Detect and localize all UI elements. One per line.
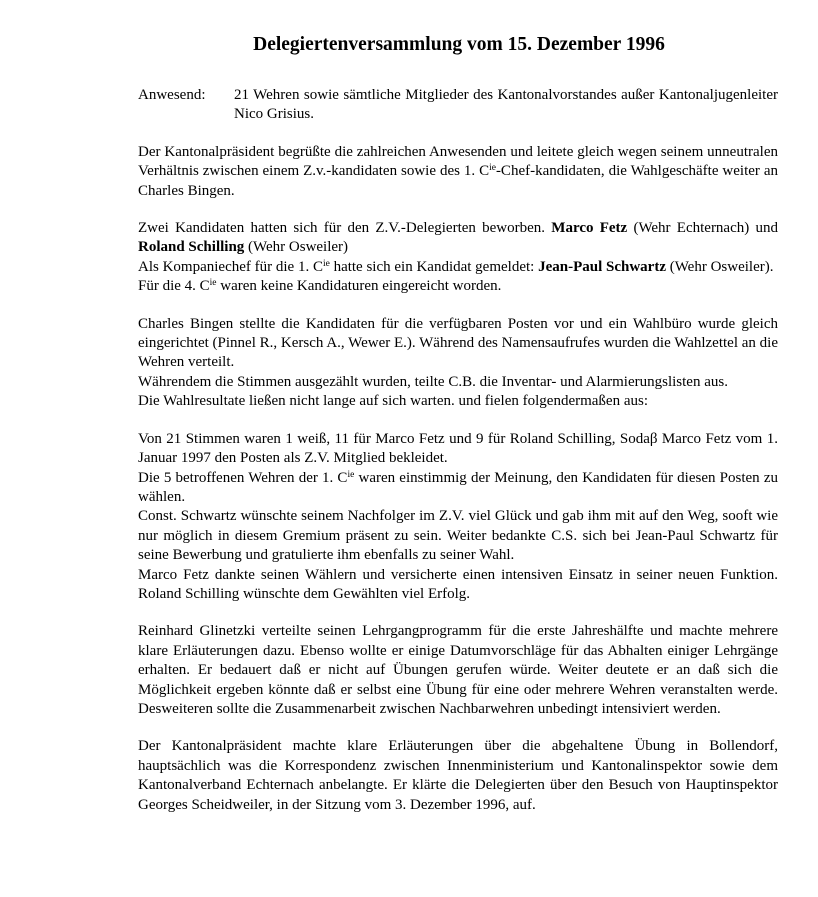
attendance-paragraph	[138, 86, 778, 125]
paragraph-fourth-company-text-a: Für die 4. C	[138, 278, 210, 295]
paragraph-counting: Währendem die Stimmen ausgezählt wurden, teilte C.B. die Inventar- und Alarmierungslisten aus.	[138, 373, 728, 390]
paragraph-company-chief-text-c: (Wehr Osweiler).	[665, 258, 774, 275]
paragraph-results-intro: Die Wahlresultate ließen nicht lange auf sich warten. und fielen folgendermaßen aus:	[138, 393, 648, 410]
paragraph-candidates-text-c: (Wehr Osweiler)	[244, 239, 349, 256]
paragraph-congratulations: Const. Schwartz wünschte seinem Nachfolger im Z.V. viel Glück und gab ihm mit auf den Weg, sooft wie nur möglich in diesem Gremium präsent zu sein. Weiter bedankte C.S. sich bei Jean-Paul Schwartz für seine Bewerbung und gratulierte ihm ebenfalls zu seiner Wahl.	[138, 508, 778, 564]
paragraph-fourth-company-text-b: waren keine Kandidaturen eingereicht worden.	[216, 278, 502, 295]
paragraph-bollendorf-exercise: Der Kantonalpräsident machte klare Erläuterungen über die abgehaltene Übung in Bollendorf, hauptsächlich was die Korrespondenz zwischen Innenministerium und Kantonalinspektor sowie dem Kantonalverband Echternach anbelangte. Er klärte die Delegierten über den Besuch von Hauptinspektor Georges Scheidweiler, in der Sitzung vom 3. Dezember 1996, auf.	[138, 738, 778, 813]
superscript-ie: ie	[489, 163, 496, 174]
paragraph-candidates-text-a: Zwei Kandidaten hatten sich für den Z.V.-Delegierten beworben.	[138, 220, 552, 237]
paragraph-election-office: Charles Bingen stellte die Kandidaten für die verfügbaren Posten vor und ein Wahlbüro wurde gleich eingerichtet (Pinnel R., Kersch A., Wewer E.). Während des Namensaufrufes wurden die Wahlzettel an die Wehren verteilt.	[138, 315, 778, 371]
paragraph-candidates-text-b: (Wehr Echternach) und	[627, 220, 778, 237]
attendance-label: Anwesend:	[138, 87, 206, 103]
paragraph-company-chief-text-a: Als Kompaniechef für die 1. C	[138, 258, 323, 275]
superscript-ie: ie	[347, 469, 355, 480]
superscript-ie: ie	[322, 258, 330, 269]
superscript-ie: ie	[209, 278, 217, 289]
paragraph-company-chief-text-b: hatte sich ein Kandidat gemeldet:	[329, 258, 539, 275]
paragraph-greeting	[138, 143, 778, 201]
paragraph-fourth-company	[138, 277, 778, 296]
paragraph-candidates	[138, 219, 778, 258]
paragraph-training-program: Reinhard Glinetzki verteilte seinen Lehrgangprogramm für die erste Jahreshälfte und machte mehrere klare Erläuterungen dazu. Ebenso wollte er einige Datumvorschläge für das Abhalten einiger Lehrgänge erhalten. Er bedauert daß er nicht auf Übungen gerufen würde. Weiter deutete er an daß sich die Möglichkeit ergeben könnte daß er selbst eine Übung für eine oder mehrere Wehren veranstalten werde. Desweiteren sollte die Zusammenarbeit zwischen Nachbarwehren unbedingt intensiviert werden.	[138, 623, 778, 717]
paragraph-unanimous-text-a: Die 5 betroffenen Wehren der 1. C	[138, 469, 348, 486]
document-title: Delegiertenversammlung vom 15. Dezember 1996	[253, 34, 665, 55]
paragraph-vote-results: Von 21 Stimmen waren 1 weiß, 11 für Marco Fetz und 9 für Roland Schilling, Sodaβ Marco Fetz vom 1. Januar 1997 den Posten als Z.V. Mitglied bekleidet.	[138, 430, 778, 467]
paragraph-greeting-text-a: Der Kantonalpräsident begrüßte die zahlreichen Anwesenden und leitete gleich wegen seinem unneutralen Verhältnis zwischen einem Z.v.-kandidaten sowie des 1. C	[138, 143, 778, 180]
paragraph-company-chief	[138, 258, 778, 277]
paragraph-unanimous-text-b: waren einstimmig der Meinung, den Kandidaten für diesen Posten zu wählen.	[138, 469, 779, 505]
candidate-name-jean-paul-schwartz: Jean-Paul Schwartz	[538, 258, 666, 275]
paragraph-thanks: Marco Fetz dankte seinen Wählern und versicherte einen intensiven Einsatz in seiner neuen Funktion. Roland Schilling wünschte dem Gewählten viel Erfolg.	[138, 566, 778, 602]
candidate-name-marco-fetz: Marco Fetz	[551, 220, 628, 237]
paragraph-unanimous	[138, 469, 778, 508]
attendance-text: 21 Wehren sowie sämtliche Mitglieder des Kantonalvorstandes außer Kantonaljugenleiter Nico Grisius.	[234, 87, 778, 123]
document-body	[138, 86, 778, 815]
paragraph-greeting-text-b: -Chef-kandidaten, die Wahlgeschäfte weiter an Charles Bingen.	[138, 163, 778, 199]
candidate-name-roland-schilling: Roland Schilling	[138, 239, 245, 256]
